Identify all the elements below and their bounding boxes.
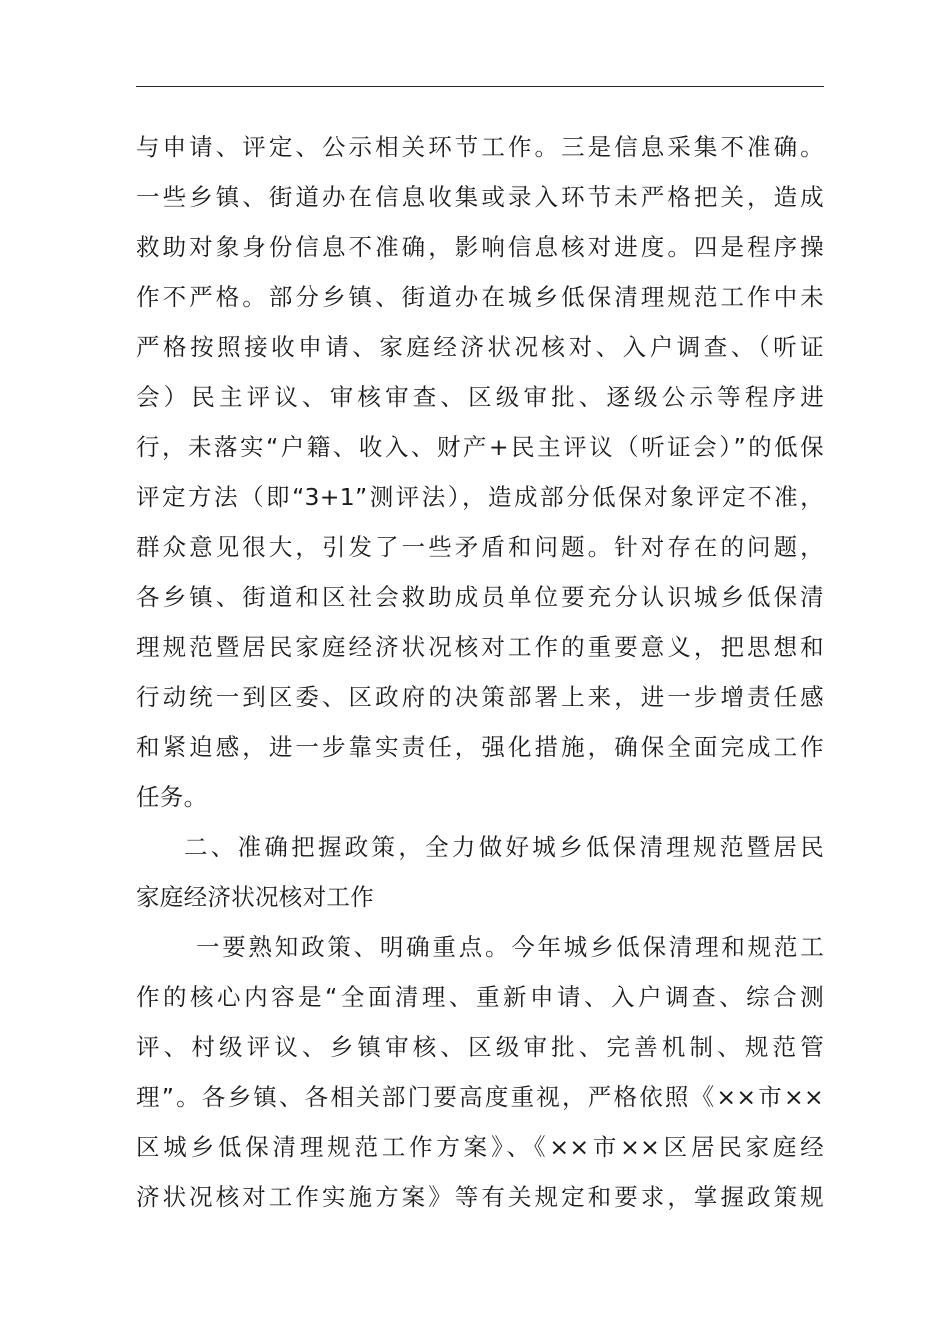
text-line: 严格按照接收申请、家庭经济状况核对、入户调查、（听证 [136, 333, 824, 361]
text-line: 区城乡低保清理规范工作方案》、《××市××区居民家庭经 [136, 1133, 824, 1161]
document-body [136, 122, 824, 1222]
text-line: 一些乡镇、街道办在信息收集或录入环节未严格把关，造成 [136, 183, 824, 211]
text-line: 理规范暨居民家庭经济状况核对工作的重要意义，把思想和 [136, 633, 824, 661]
text-line: 评定方法（即“3+1”测评法），造成部分低保对象评定不准， [136, 483, 824, 511]
text-line: 群众意见很大，引发了一些矛盾和问题。针对存在的问题， [136, 533, 824, 561]
text-line: 理”。各乡镇、各相关部门要高度重视，严格依照《××市×× [136, 1083, 824, 1111]
text-line: 各乡镇、街道和区社会救助成员单位要充分认识城乡低保清 [136, 583, 824, 611]
text-line: 作不严格。部分乡镇、街道办在城乡低保清理规范工作中未 [136, 283, 824, 311]
text-line: 任务。 [136, 783, 208, 811]
text-line: 和紧迫感，进一步靠实责任，强化措施，确保全面完成工作 [136, 733, 824, 761]
text-line: 行，未落实“户籍、收入、财产+民主评议（听证会）”的低保 [136, 433, 824, 461]
text-line: 会）民主评议、审核审查、区级审批、逐级公示等程序进 [136, 383, 824, 411]
text-line: 救助对象身份信息不准确，影响信息核对进度。四是程序操 [136, 233, 824, 261]
text-line: 评、村级评议、乡镇审核、区级审批、完善机制、规范管 [136, 1033, 824, 1061]
section-heading: 二、准确把握政策，全力做好城乡低保清理规范暨居民 [184, 833, 824, 861]
header-divider [136, 86, 824, 87]
text-line: 作的核心内容是“全面清理、重新申请、入户调查、综合测 [136, 983, 824, 1011]
text-line: 一要熟知政策、明确重点。今年城乡低保清理和规范工 [196, 933, 824, 961]
text-line: 济状况核对工作实施方案》等有关规定和要求，掌握政策规 [136, 1183, 824, 1211]
section-heading-continued: 家庭经济状况核对工作 [136, 883, 374, 911]
text-line: 与申请、评定、公示相关环节工作。三是信息采集不准确。 [136, 133, 824, 161]
text-line: 行动统一到区委、区政府的决策部署上来，进一步增责任感 [136, 683, 824, 711]
